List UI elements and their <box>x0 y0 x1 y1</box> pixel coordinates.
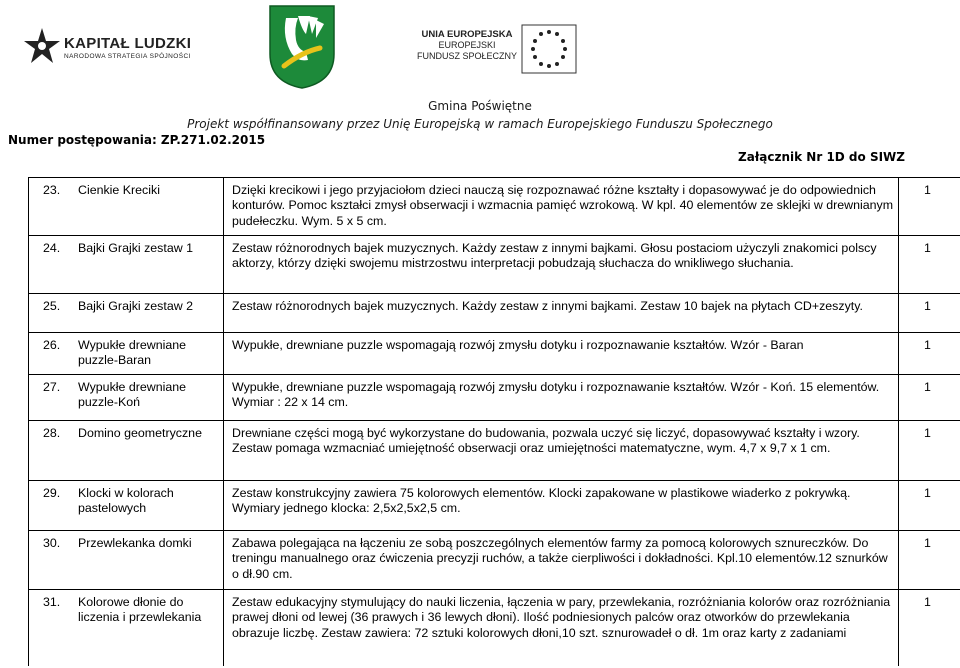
item-quantity: 1 <box>924 338 931 352</box>
item-number: 24. <box>43 241 61 255</box>
item-description: Zestaw różnorodnych bajek muzycznych. Każdy zestaw z innymi bajkami. Głosu postaciom użyczyli znakomici polscy aktorzy, którzy dzięki swojemu mistrzostwu interpretacji pobudzają słuchacza do wnikliwego słuchania. <box>232 241 877 271</box>
table-row <box>28 531 960 590</box>
table-row <box>28 333 960 375</box>
table-row <box>28 375 960 421</box>
kapital-ludzki-title: KAPITAŁ LUDZKI <box>64 35 192 52</box>
table-border-left <box>28 177 29 666</box>
item-description: Zestaw konstrukcyjny zawiera 75 kolorowych elementów. Klocki zapakowane w plastikowe wiaderko z pokrywką. Wymiary jednego klocka: 2,5x2,5x2,5 cm. <box>232 486 851 516</box>
project-statement: Projekt współfinansowany przez Unię Europejską w ramach Europejskiego Funduszu Społecznego <box>187 117 773 131</box>
item-quantity: 1 <box>924 595 931 609</box>
table-row <box>28 481 960 531</box>
kapital-ludzki-subtitle: NARODOWA STRATEGIA SPÓJNOŚCI <box>64 53 191 60</box>
item-quantity: 1 <box>924 426 931 440</box>
item-name: Przewlekanka domki <box>78 536 192 550</box>
attachment-label: Załącznik Nr 1D do SIWZ <box>738 150 905 164</box>
item-description: Zestaw różnorodnych bajek muzycznych. Każdy zestaw z innymi bajkami. Zestaw 10 bajek na płytach CD+zeszyty. <box>232 299 863 313</box>
gmina-coat-of-arms <box>268 4 336 90</box>
item-description: Zabawa polegająca na łączeniu ze sobą poszczególnych elementów farmy za pomocą kolorowych sznureczków. Do treningu manualnego oraz ćwiczenia precyzji ruchów, a także cierpliwości i dokładności. Kpl.10 elementów.12 sznurków o dł.90 cm. <box>232 536 888 581</box>
item-number: 28. <box>43 426 61 440</box>
table-row <box>28 294 960 333</box>
table-row <box>28 178 960 236</box>
item-number: 30. <box>43 536 61 550</box>
item-quantity: 1 <box>924 536 931 550</box>
item-description: Drewniane części mogą być wykorzystane do budowania, pozwala uczyć się liczyć, dopasowywać kształty i wzory. Zestaw pomaga wzmacniać umiejętność obserwacji oraz umiejętności matematyczne, wym. 4,7 x 9,7 x 1 cm. <box>232 426 860 456</box>
item-number: 29. <box>43 486 61 500</box>
item-description: Dzięki krecikowi i jego przyjaciołom dzieci nauczą się rozpoznawać różne kształty i dopasowywać je do odpowiednich konturów. Pomoc kształci zmysł obserwacji i wzmacnia pamięć wzrokową. W kpl. 40 elementów ze sklejki w drewnianym pudełeczku. Wym. 5 x 5 cm. <box>232 183 894 228</box>
item-name: Bajki Grajki zestaw 2 <box>78 299 193 313</box>
table-divider-desc <box>898 177 899 666</box>
procedure-number: Numer postępowania: ZP.271.02.2015 <box>8 133 266 147</box>
item-number: 27. <box>43 380 61 394</box>
table-row <box>28 236 960 294</box>
item-description: Zestaw edukacyjny stymulujący do nauki liczenia, łączenia w pary, przewlekania, rozróżniania kolorów oraz rozróżniania prawej dłoni od lewej (36 prawych i 36 lewych dłoni). Ilość podniesionych palców oraz otworków do przewlekania obrazuje liczbę. Zestaw zawiera: 72 sztuki kolorowych dłoni,10 szt. sznurowadeł o dł. 1m oraz karty z zadaniami <box>232 595 891 640</box>
item-quantity: 1 <box>924 380 931 394</box>
item-number: 26. <box>43 338 61 352</box>
eu-fund-label <box>417 29 517 62</box>
item-name: Kolorowe dłonie do liczenia i przewlekania <box>78 595 202 625</box>
gmina-name: Gmina Poświętne <box>428 99 532 113</box>
items-table <box>28 177 960 668</box>
table-row <box>28 590 960 668</box>
eu-line-1: UNIA EUROPEJSKA <box>421 29 513 40</box>
item-name: Cienkie Kreciki <box>78 183 160 197</box>
item-number: 23. <box>43 183 61 197</box>
item-name: Wypukłe drewniane puzzle-Koń <box>78 380 187 410</box>
item-quantity: 1 <box>924 299 931 313</box>
eu-line-3: FUNDUSZ SPOŁECZNY <box>417 51 518 61</box>
item-description: Wypukłe, drewniane puzzle wspomagają rozwój zmysłu dotyku i rozpoznawanie kształtów. Wzór - Baran <box>232 338 804 352</box>
item-quantity: 1 <box>924 241 931 255</box>
eu-stars-flag-icon <box>521 24 577 74</box>
item-name: Klocki w kolorach pastelowych <box>78 486 174 516</box>
eu-line-2: EUROPEJSKI <box>438 40 496 50</box>
table-divider-name <box>223 177 224 666</box>
item-quantity: 1 <box>924 183 931 197</box>
item-number: 31. <box>43 595 61 609</box>
kapital-ludzki-star-logo <box>22 26 62 66</box>
item-name: Domino geometryczne <box>78 426 202 440</box>
item-quantity: 1 <box>924 486 931 500</box>
item-number: 25. <box>43 299 61 313</box>
document-header <box>0 0 960 176</box>
item-name: Bajki Grajki zestaw 1 <box>78 241 193 255</box>
table-row <box>28 421 960 481</box>
item-name: Wypukłe drewniane puzzle-Baran <box>78 338 187 368</box>
item-description: Wypukłe, drewniane puzzle wspomagają rozwój zmysłu dotyku i rozpoznawanie kształtów. Wzór - Koń. 15 elementów. Wymiar : 22 x 14 cm. <box>232 380 880 410</box>
